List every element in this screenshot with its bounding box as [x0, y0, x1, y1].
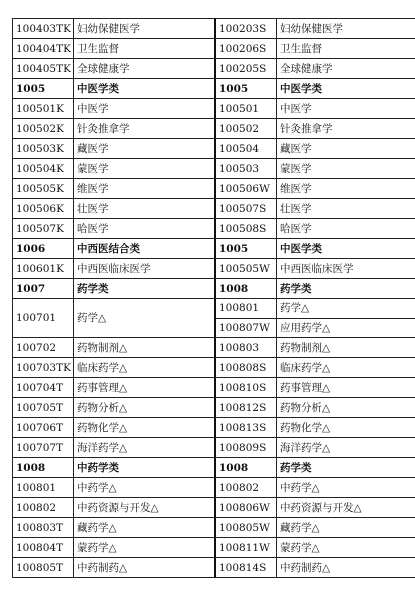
table-row — [13, 39, 415, 59]
right-name-cell: 中医学 — [277, 99, 415, 119]
right-name-cell: 药学类 — [277, 279, 415, 299]
right-name-cell: 藏医学 — [277, 139, 415, 159]
left-code-cell: 100506K — [13, 199, 74, 219]
right-code-cell: 100803 — [215, 338, 277, 358]
right-code-cell: 100811W — [215, 538, 277, 558]
right-code-cell: 100505W — [215, 259, 277, 279]
right-code-cell: 100506W — [215, 179, 277, 199]
table-row — [13, 378, 415, 398]
right-name-cell: 药事管理△ — [277, 378, 415, 398]
right-name-entry: 药学△ — [280, 302, 310, 314]
left-name-cell: 药物制剂△ — [74, 338, 216, 358]
right-name-cell: 壮医学 — [277, 199, 415, 219]
left-name-cell: 药事管理△ — [74, 378, 216, 398]
right-code-cell: 100810S — [215, 378, 277, 398]
left-code-cell: 1005 — [13, 79, 74, 99]
left-code-cell: 100404TK — [13, 39, 74, 59]
left-name-cell: 临床药学△ — [74, 358, 216, 378]
right-code-cell: 1005 — [215, 239, 277, 259]
table-row — [13, 119, 415, 139]
left-code-cell: 100703TK — [13, 358, 74, 378]
right-name-cell: 卫生监督 — [277, 39, 415, 59]
left-name-cell: 卫生监督 — [74, 39, 216, 59]
right-code-cell: 100205S — [215, 59, 277, 79]
right-code-cell: 100507S — [215, 199, 277, 219]
right-code-cell: 1008 — [215, 279, 277, 299]
right-code-cell: 100502 — [215, 119, 277, 139]
left-name-cell: 蒙医学 — [74, 159, 216, 179]
left-code-cell: 100405TK — [13, 59, 74, 79]
table-row — [13, 518, 415, 538]
left-name-cell: 海洋药学△ — [74, 438, 216, 458]
left-name-cell: 中医学类 — [74, 79, 216, 99]
right-code-cell: 100813S — [215, 418, 277, 438]
right-name-cell: 临床药学△ — [277, 358, 415, 378]
right-name-cell: 中西医临床医学 — [277, 259, 415, 279]
right-name-cell: 中药学△ — [277, 478, 415, 498]
right-code-cell-stacked — [215, 299, 277, 338]
left-name-cell: 壮医学 — [74, 199, 216, 219]
right-code-cell: 100203S — [215, 19, 277, 39]
right-name-cell: 蒙医学 — [277, 159, 415, 179]
table-row — [13, 179, 415, 199]
right-name-cell: 藏药学△ — [277, 518, 415, 538]
table-row — [13, 358, 415, 378]
left-code-cell: 1006 — [13, 239, 74, 259]
left-code-cell: 100803T — [13, 518, 74, 538]
right-name-cell: 针灸推拿学 — [277, 119, 415, 139]
right-code-entry: 100807W — [216, 318, 276, 337]
left-name-cell: 哈医学 — [74, 219, 216, 239]
left-name-cell: 药学类 — [74, 279, 216, 299]
right-name-cell: 中医学类 — [277, 239, 415, 259]
right-name-cell: 海洋药学△ — [277, 438, 415, 458]
right-name-cell: 中药制药△ — [277, 558, 415, 578]
right-code-cell: 100802 — [215, 478, 277, 498]
table-row — [13, 418, 415, 438]
left-code-cell: 100701 — [13, 299, 74, 338]
left-code-cell: 100505K — [13, 179, 74, 199]
left-name-cell: 藏药学△ — [74, 518, 216, 538]
right-name-cell: 中药资源与开发△ — [277, 498, 415, 518]
category-row — [13, 458, 415, 478]
right-code-cell: 100508S — [215, 219, 277, 239]
left-code-cell: 100707T — [13, 438, 74, 458]
table-row — [13, 498, 415, 518]
right-code-cell: 100805W — [215, 518, 277, 538]
left-code-cell: 100507K — [13, 219, 74, 239]
left-name-cell: 维医学 — [74, 179, 216, 199]
right-name-cell-stacked — [277, 299, 415, 338]
table-row — [13, 19, 415, 39]
right-name-cell: 蒙药学△ — [277, 538, 415, 558]
left-code-cell: 100802 — [13, 498, 74, 518]
left-name-cell: 中药学△ — [74, 478, 216, 498]
right-name-entry: 应用药学△ — [277, 318, 415, 337]
left-name-cell: 中药学类 — [74, 458, 216, 478]
table-row — [13, 159, 415, 179]
right-name-cell: 药物制剂△ — [277, 338, 415, 358]
category-row — [13, 239, 415, 259]
left-name-cell: 藏医学 — [74, 139, 216, 159]
category-row — [13, 79, 415, 99]
left-code-cell: 100705T — [13, 398, 74, 418]
left-name-cell: 中医学 — [74, 99, 216, 119]
table-row — [13, 59, 415, 79]
right-code-entry: 100801 — [219, 302, 260, 314]
left-name-cell: 妇幼保健医学 — [74, 19, 216, 39]
left-code-cell: 100704T — [13, 378, 74, 398]
table-row — [13, 219, 415, 239]
left-code-cell: 1008 — [13, 458, 74, 478]
left-code-cell: 100706T — [13, 418, 74, 438]
left-name-cell: 中药制药△ — [74, 558, 216, 578]
major-code-comparison-table-wrapper — [12, 18, 402, 578]
right-code-cell: 100206S — [215, 39, 277, 59]
left-code-cell: 1007 — [13, 279, 74, 299]
right-code-cell: 100501 — [215, 99, 277, 119]
table-row — [13, 99, 415, 119]
left-name-cell: 药物化学△ — [74, 418, 216, 438]
left-code-cell: 100801 — [13, 478, 74, 498]
left-code-cell: 100502K — [13, 119, 74, 139]
right-name-cell: 哈医学 — [277, 219, 415, 239]
right-name-cell: 维医学 — [277, 179, 415, 199]
left-name-cell: 药物分析△ — [74, 398, 216, 418]
right-code-cell: 1005 — [215, 79, 277, 99]
left-code-cell: 100702 — [13, 338, 74, 358]
right-code-cell: 1008 — [215, 458, 277, 478]
right-code-cell: 100504 — [215, 139, 277, 159]
left-code-cell: 100503K — [13, 139, 74, 159]
right-name-cell: 全球健康学 — [277, 59, 415, 79]
right-code-cell: 100812S — [215, 398, 277, 418]
right-code-cell: 100809S — [215, 438, 277, 458]
left-code-cell: 100504K — [13, 159, 74, 179]
table-row — [13, 139, 415, 159]
table-row — [13, 538, 415, 558]
right-name-cell: 药物化学△ — [277, 418, 415, 438]
left-name-cell: 针灸推拿学 — [74, 119, 216, 139]
left-name-cell: 全球健康学 — [74, 59, 216, 79]
right-code-cell: 100814S — [215, 558, 277, 578]
right-code-cell: 100808S — [215, 358, 277, 378]
right-name-cell: 药学类 — [277, 458, 415, 478]
table-row — [13, 438, 415, 458]
right-name-cell: 中医学类 — [277, 79, 415, 99]
left-name-cell: 药学△ — [74, 299, 216, 338]
right-name-cell: 药物分析△ — [277, 398, 415, 418]
left-name-cell: 中药资源与开发△ — [74, 498, 216, 518]
left-code-cell: 100601K — [13, 259, 74, 279]
left-code-cell: 100501K — [13, 99, 74, 119]
left-name-cell: 中西医结合类 — [74, 239, 216, 259]
table-row — [13, 338, 415, 358]
left-code-cell: 100805T — [13, 558, 74, 578]
left-code-cell: 100804T — [13, 538, 74, 558]
table-body — [13, 19, 415, 578]
left-name-cell: 中西医临床医学 — [74, 259, 216, 279]
table-row — [13, 199, 415, 219]
major-code-comparison-table — [12, 18, 415, 578]
table-row — [13, 398, 415, 418]
right-code-cell: 100806W — [215, 498, 277, 518]
table-row — [13, 259, 415, 279]
table-row — [13, 478, 415, 498]
table-row — [13, 558, 415, 578]
right-code-cell: 100503 — [215, 159, 277, 179]
right-name-cell: 妇幼保健医学 — [277, 19, 415, 39]
category-row — [13, 279, 415, 299]
left-code-cell: 100403TK — [13, 19, 74, 39]
left-name-cell: 蒙药学△ — [74, 538, 216, 558]
table-row — [13, 299, 415, 338]
